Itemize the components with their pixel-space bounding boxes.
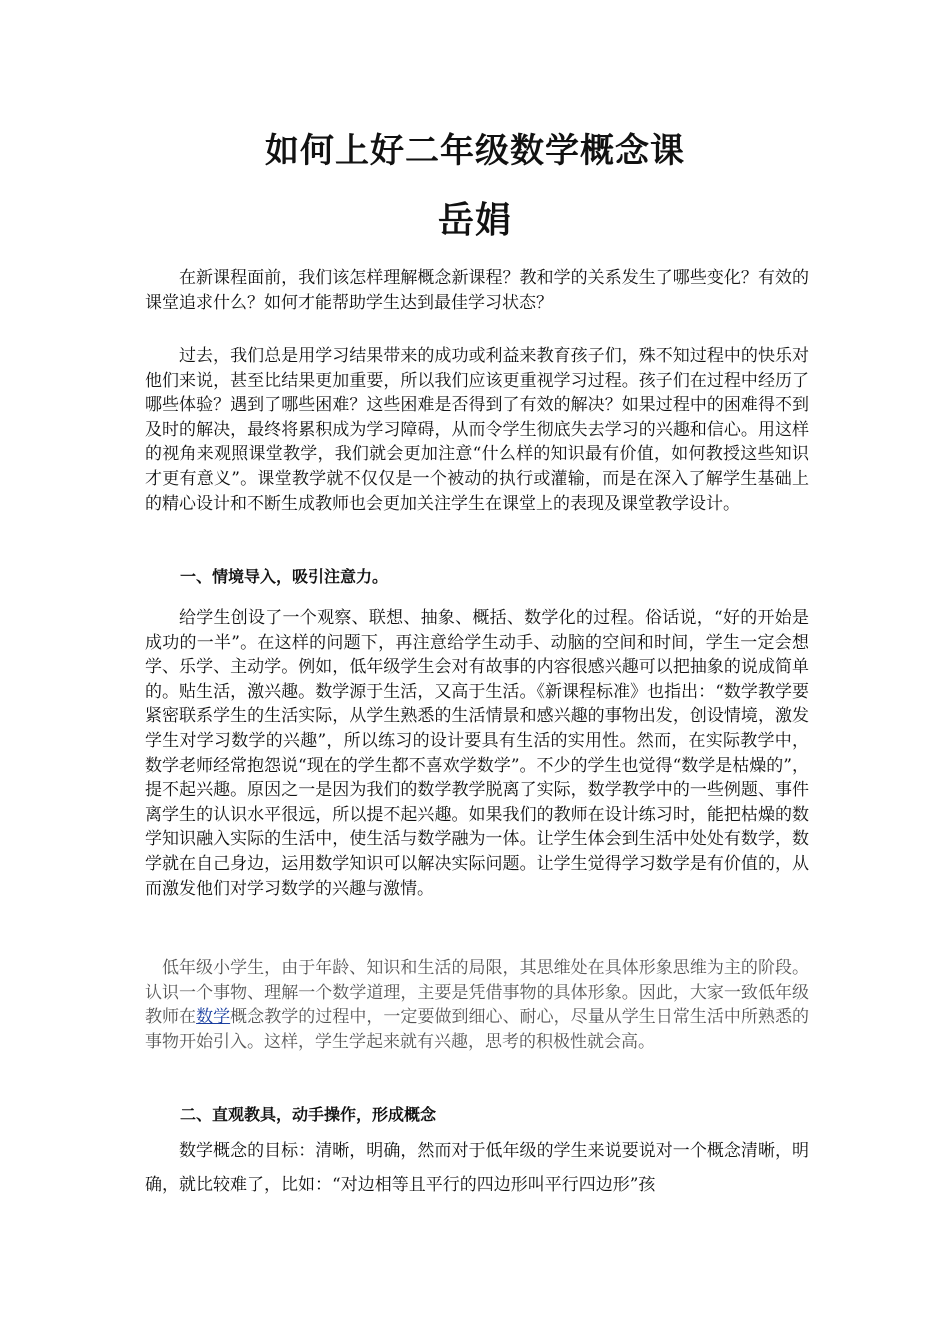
section-heading-1: 一、情境导入，吸引注意力。	[180, 567, 389, 586]
intro-paragraph: 在新课程面前，我们该怎样理解概念新课程？教和学的关系发生了哪些变化？有效的课堂追求什么？如何才能帮助学生达到最佳学习状态？	[145, 268, 809, 313]
gray-paragraph-text-after: 概念教学的过程中，一定要做到细心、耐心，尽量从学生日常生活中所熟悉的事物开始引入。这样，学生学起来就有兴趣，思考的积极性就会高。	[145, 1007, 810, 1052]
document-title: 如何上好二年级数学概念课	[265, 131, 685, 171]
section-heading-2: 二、直观教具，动手操作，形成概念	[180, 1105, 437, 1124]
section-1-paragraph: 给学生创设了一个观察、联想、抽象、概括、数学化的过程。俗话说，“好的开始是成功的一半”。在这样的问题下，再注意给学生动手、动脑的空间和时间，学生一定会想学、乐学、主动学。例如，低年级学生会对有故事的内容很感兴趣可以把抽象的说成简单的。贴生活，激兴趣。数学源于生活，又高于生活。《新课程标准》也指出：“数学教学要紧密联系学生的生活实际，从学生熟悉的生活情景和感兴趣的事物出发，创设情境，激发学生对学习数学的兴趣”，所以练习的设计要具有生活的实用性。然而，在实际教学中，数学老师经常抱怨说“现在的学生都不喜欢学数学”。不少的学生也觉得“数学是枯燥的”，提不起兴趣。原因之一是因为我们的数学教学脱离了实际，数学教学中的一些例题、事件离学生的认识水平很远，所以提不起兴趣。如果我们的教师在设计练习时，能把枯燥的数学知识融入实际的生活中，使生活与数学融为一体。让学生体会到生活中处处有数学，数学就在自己身边，运用数学知识可以解决实际问题。让学生觉得学习数学是有价值的，从而激发他们对学习数学的兴趣与激情。	[145, 608, 809, 899]
author-name: 岳娟	[437, 199, 512, 241]
section-2-paragraph: 数学概念的目标：清晰，明确，然而对于低年级的学生来说要说对一个概念清晰，明确，就比较难了，比如：“对边相等且平行的四边形叫平行四边形”孩	[145, 1141, 809, 1195]
gray-paragraph	[145, 956, 809, 1054]
math-link[interactable]: 数学	[196, 1007, 231, 1028]
gray-paragraph-text-before: 低年级小学生，由于年龄、知识和生活的局限，其思维处在具体形象思维为主的阶段。认识一个事物、理解一个数学道理，主要是凭借事物的具体形象。因此，大家一致低年级教师在	[145, 958, 809, 1028]
past-paragraph: 过去，我们总是用学习结果带来的成功或利益来教育孩子们，殊不知过程中的快乐对他们来说，甚至比结果更加重要，所以我们应该更重视学习过程。孩子们在过程中经历了哪些体验？遇到了哪些困难？这些困难是否得到了有效的解决？如果过程中的困难得不到及时的解决，最终将累积成为学习障碍，从而令学生彻底失去学习的兴趣和信心。用这样的视角来观照课堂教学，我们就会更加注意“什么样的知识最有价值，如何教授这些知识才更有意义”。课堂教学就不仅仅是一个被动的执行或灌输，而是在深入了解学生基础上的精心设计和不断生成教师也会更加关注学生在课堂上的表现及课堂教学设计。	[145, 346, 809, 514]
